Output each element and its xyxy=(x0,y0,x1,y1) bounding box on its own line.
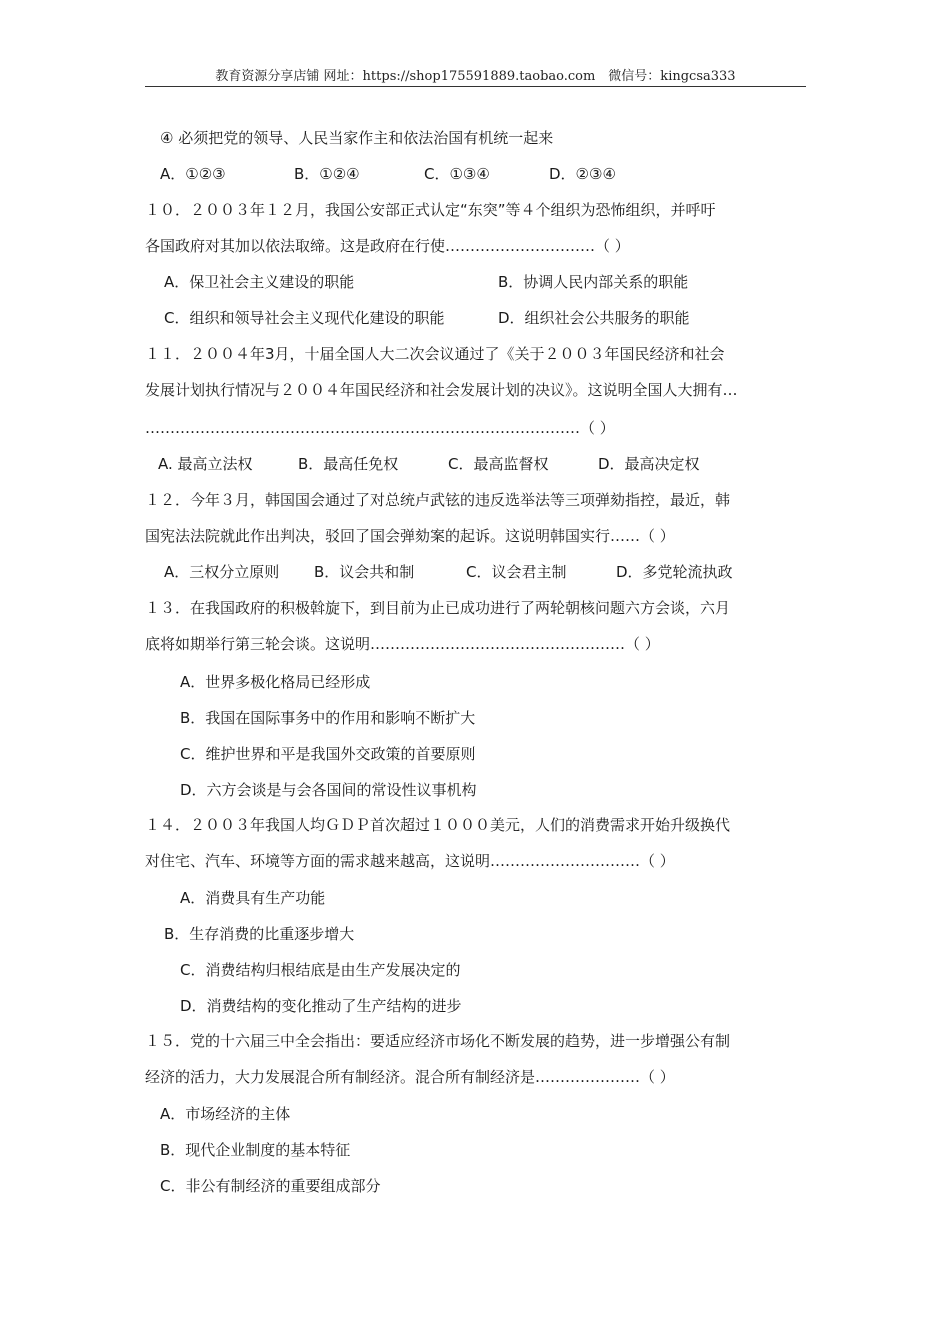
q12-stem-line1: １２．今年３月，韩国国会通过了对总统卢武铉的违反选举法等三项弹劾指控，最近，韩 xyxy=(145,491,731,509)
q15-option-c: C．非公有制经济的重要组成部分 xyxy=(160,1177,381,1195)
q13-option-c: C．维护世界和平是我国外交政策的首要原则 xyxy=(180,745,476,763)
q14-option-b: B．生存消费的比重逐步增大 xyxy=(164,925,355,943)
prev-option-b: B．①②④ xyxy=(294,165,360,183)
q15-stem-line1: １５．党的十六届三中全会指出：要适应经济市场化不断发展的趋势，进一步增强公有制 xyxy=(145,1032,731,1050)
prev-option-c: C．①③④ xyxy=(424,165,490,183)
q13-option-b: B．我国在国际事务中的作用和影响不断扩大 xyxy=(180,709,476,727)
prev-item-4: ④ 必须把党的领导、人民当家作主和依法治国有机统一起来 xyxy=(160,129,554,147)
q11-option-b: B．最高任免权 xyxy=(298,455,399,473)
q14-option-a: A．消费具有生产功能 xyxy=(180,889,326,907)
q11-option-c: C．最高监督权 xyxy=(448,455,549,473)
q12-stem-line2: 国宪法法院就此作出判决，驳回了国会弹劾案的起诉。这说明韩国实行……（ ） xyxy=(145,527,675,545)
q10-stem-line1: １０．２００３年１２月，我国公安部正式认定“东突”等４个组织为恐怖组织，并呼吁 xyxy=(145,201,716,219)
header-divider xyxy=(145,86,806,87)
q15-option-b: B．现代企业制度的基本特征 xyxy=(160,1141,351,1159)
q13-option-a: A．世界多极化格局已经形成 xyxy=(180,673,371,691)
q14-stem-line1: １４．２００３年我国人均ＧＤＰ首次超过１０００美元，人们的消费需求开始升级换代 xyxy=(145,816,731,834)
q10-option-c: C．组织和领导社会主义现代化建设的职能 xyxy=(164,309,445,327)
q15-option-a: A．市场经济的主体 xyxy=(160,1105,291,1123)
page-header: 教育资源分享店铺 网址：https://shop175591889.taobao.com 微信号：kingcsa333 xyxy=(215,69,736,84)
q14-option-c: C．消费结构归根结底是由生产发展决定的 xyxy=(180,961,461,979)
q13-stem-line2: 底将如期举行第三轮会谈。这说明……………………………………………（ ） xyxy=(145,635,660,653)
q10-option-d: D．组织社会公共服务的职能 xyxy=(498,309,690,327)
q11-option-d: D．最高决定权 xyxy=(598,455,700,473)
q10-option-a: A．保卫社会主义建设的职能 xyxy=(164,273,355,291)
q15-stem-line2: 经济的活力，大力发展混合所有制经济。混合所有制经济是…………………（ ） xyxy=(145,1068,675,1086)
q10-option-b: B．协调人民内部关系的职能 xyxy=(498,273,689,291)
q13-option-d: D．六方会谈是与会各国间的常设性议事机构 xyxy=(180,781,477,799)
q12-option-a: A．三权分立原则 xyxy=(164,563,280,581)
q11-stem-line3: ……………………………………………………………………………（ ） xyxy=(145,419,615,437)
q14-stem-line2: 对住宅、汽车、环境等方面的需求越来越高，这说明…………………………（ ） xyxy=(145,852,675,870)
q11-stem-line2: 发展计划执行情况与２００４年国民经济和社会发展计划的决议》。这说明全国人大拥有… xyxy=(145,381,738,399)
q13-stem-line1: １３．在我国政府的积极斡旋下，到目前为止已成功进行了两轮朝核问题六方会谈，六月 xyxy=(145,599,731,617)
prev-option-d: D．②③④ xyxy=(549,165,616,183)
q12-option-c: C．议会君主制 xyxy=(466,563,567,581)
q11-stem-line1: １１．２００４年3月，十届全国人大二次会议通过了《关于２００３年国民经济和社会 xyxy=(145,345,725,363)
q14-option-d: D．消费结构的变化推动了生产结构的进步 xyxy=(180,997,462,1015)
q11-option-a: A. 最高立法权 xyxy=(158,455,253,473)
prev-option-a: A．①②③ xyxy=(160,165,226,183)
q10-stem-line2: 各国政府对其加以依法取缔。这是政府在行使…………………………（ ） xyxy=(145,237,630,255)
q12-option-d: D．多党轮流执政 xyxy=(616,563,733,581)
q12-option-b: B．议会共和制 xyxy=(314,563,415,581)
